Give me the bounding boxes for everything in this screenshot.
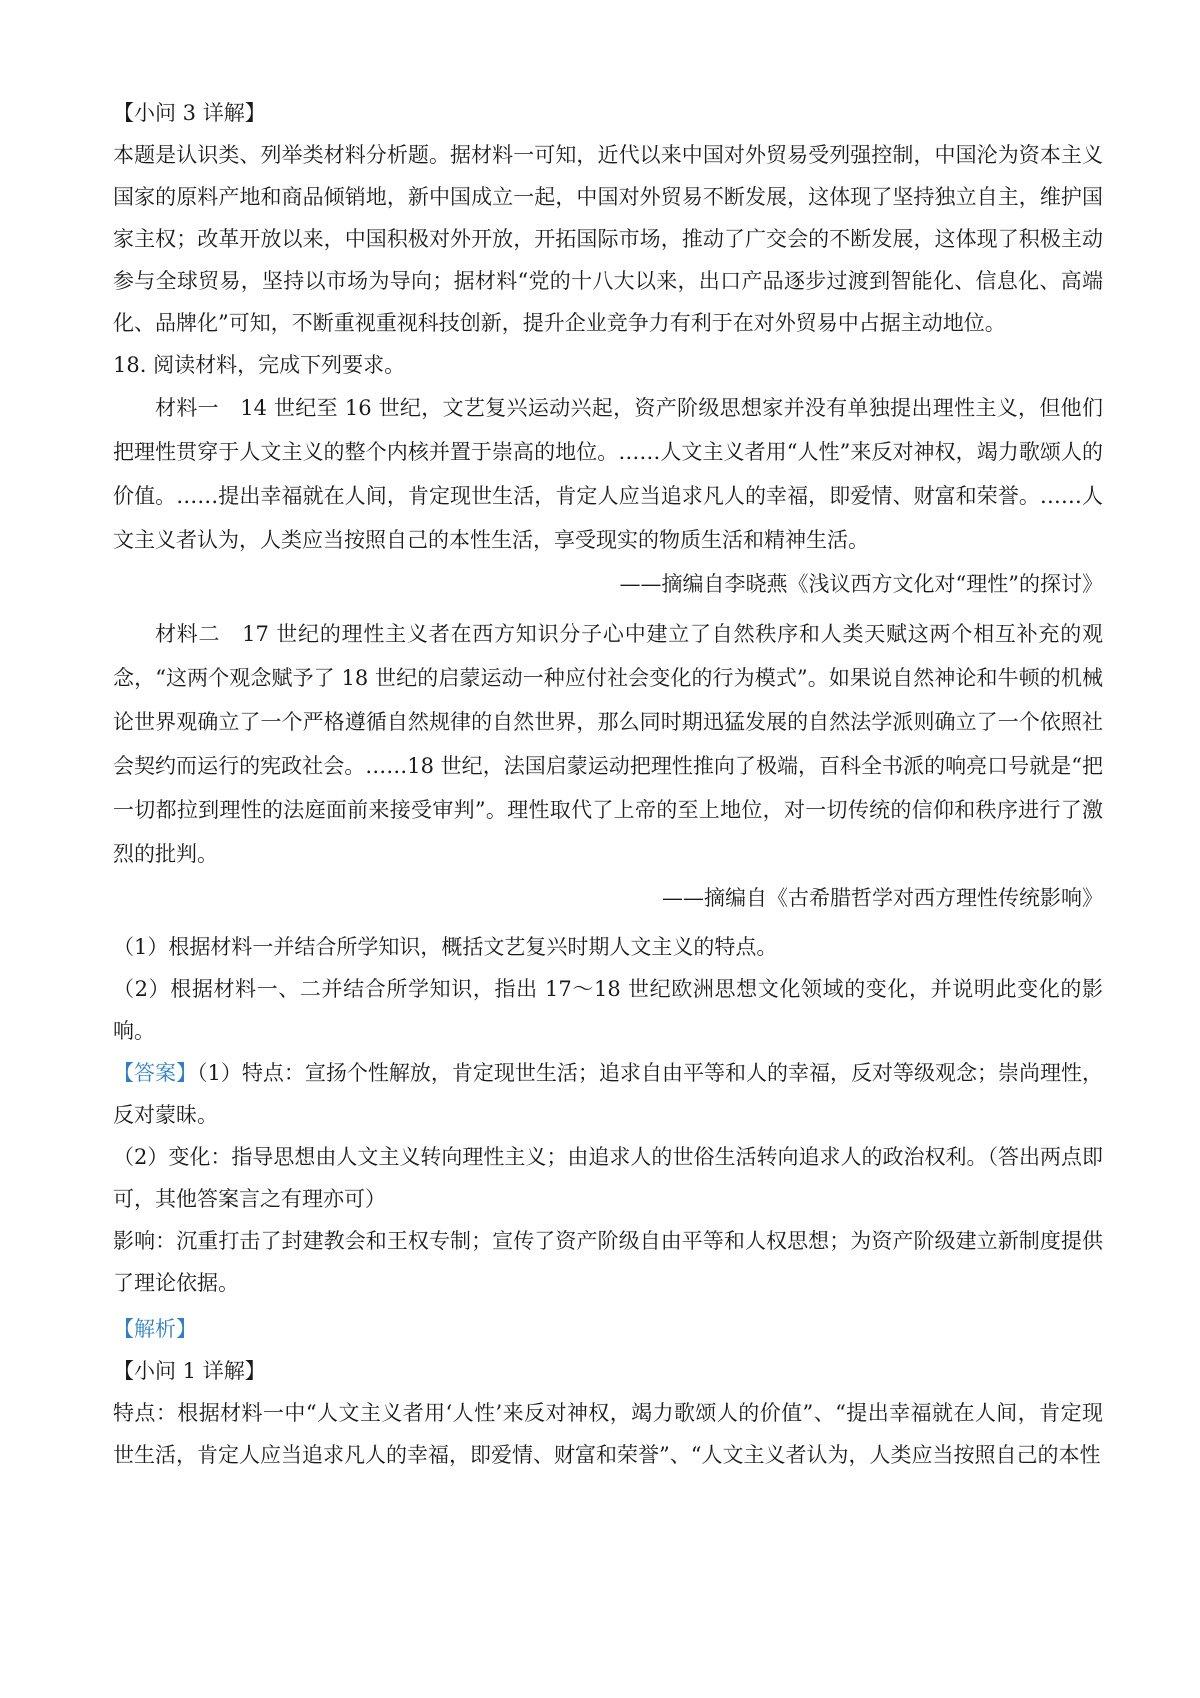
answer-1 [113, 1052, 1103, 1136]
question-2: （2）根据材料一、二并结合所学知识，指出 17～18 世纪欧洲思想文化领域的变化，并说明此变化的影响。 [113, 977, 1103, 1043]
q3-detail-heading: 【小问 3 详解】 [113, 101, 266, 125]
answer-2-change: （2）变化：指导思想由人文主义转向理性主义；由追求人的世俗生活转向追求人的政治权利。（答出两点即可，其他答案言之有理亦可） [113, 1145, 1103, 1211]
material-1-text: 材料一 14 世纪至 16 世纪，文艺复兴运动兴起，资产阶级思想家并没有单独提出理性主义，但他们把理性贯穿于人文主义的整个内核并置于崇高的地位。……人文主义者用“人性”来反对神权，竭力歌颂人的价值。……提出幸福就在人间，肯定现世生活，肯定人应当追求凡人的幸福，即爱情、财富和荣誉。……人文主义者认为，人类应当按照自己的本性生活，享受现实的物质生活和精神生活。 [113, 396, 1103, 552]
question-1: （1）根据材料一并结合所学知识，概括文艺复兴时期人文主义的特点。 [113, 935, 778, 959]
material-1-source: ——摘编自李晓燕《浅议西方文化对“理性”的探讨》 [619, 572, 1103, 596]
answer-tag: 【答案】 [113, 1061, 198, 1085]
q1-detail-heading: 【小问 1 详解】 [113, 1359, 266, 1383]
answer-1-text: （1）特点：宣扬个性解放，肯定现世生活；追求自由平等和人的幸福，反对等级观念；崇尚理性，反对蒙昧。 [113, 1061, 1104, 1127]
question-18-intro: 18. 阅读材料，完成下列要求。 [113, 353, 406, 377]
material-2-source: ——摘编自《古希腊哲学对西方理性传统影响》 [662, 886, 1103, 910]
q3-detail-text: 本题是认识类、列举类材料分析题。据材料一可知，近代以来中国对外贸易受列强控制，中国沦为资本主义国家的原料产地和商品倾销地，新中国成立一起，中国对外贸易不断发展，这体现了坚持独立自主，维护国家主权；改革开放以来，中国积极对外开放，开拓国际市场，推动了广交会的不断发展，这体现了积极主动参与全球贸易，坚持以市场为导向；据材料“党的十八大以来，出口产品逐步过渡到智能化、信息化、高端化、品牌化”可知，不断重视重视科技创新，提升企业竞争力有利于在对外贸易中占据主动地位。 [113, 143, 1103, 335]
analysis-tag: 【解析】 [113, 1317, 197, 1341]
material-2-text: 材料二 17 世纪的理性主义者在西方知识分子心中建立了自然秩序和人类天赋这两个相互补充的观念，“这两个观念赋予了 18 世纪的启蒙运动一种应付社会变化的行为模式”。如果说自然神论和牛顿的机械论世界观确立了一个严格遵循自然规律的自然世界，那么同时期迅猛发展的自然法学派则确立了一个依照社会契约而运行的宪政社会。……18 世纪，法国启蒙运动把理性推向了极端，百科全书派的响亮口号就是“把一切都拉到理性的法庭面前来接受审判”。理性取代了上帝的至上地位，对一切传统的信仰和秩序进行了激烈的批判。 [113, 622, 1103, 866]
answer-2-impact: 影响：沉重打击了封建教会和王权专制；宣传了资产阶级自由平等和人权思想；为资产阶级建立新制度提供了理论依据。 [113, 1229, 1103, 1295]
q1-detail-text: 特点：根据材料一中“人文主义者用‘人性’来反对神权，竭力歌颂人的价值”、“提出幸福就在人间，肯定现世生活，肯定人应当追求凡人的幸福，即爱情、财富和荣誉”、“人文主义者认为，人类应当按照自己的本性 [113, 1401, 1103, 1467]
document-body [113, 92, 1103, 1476]
